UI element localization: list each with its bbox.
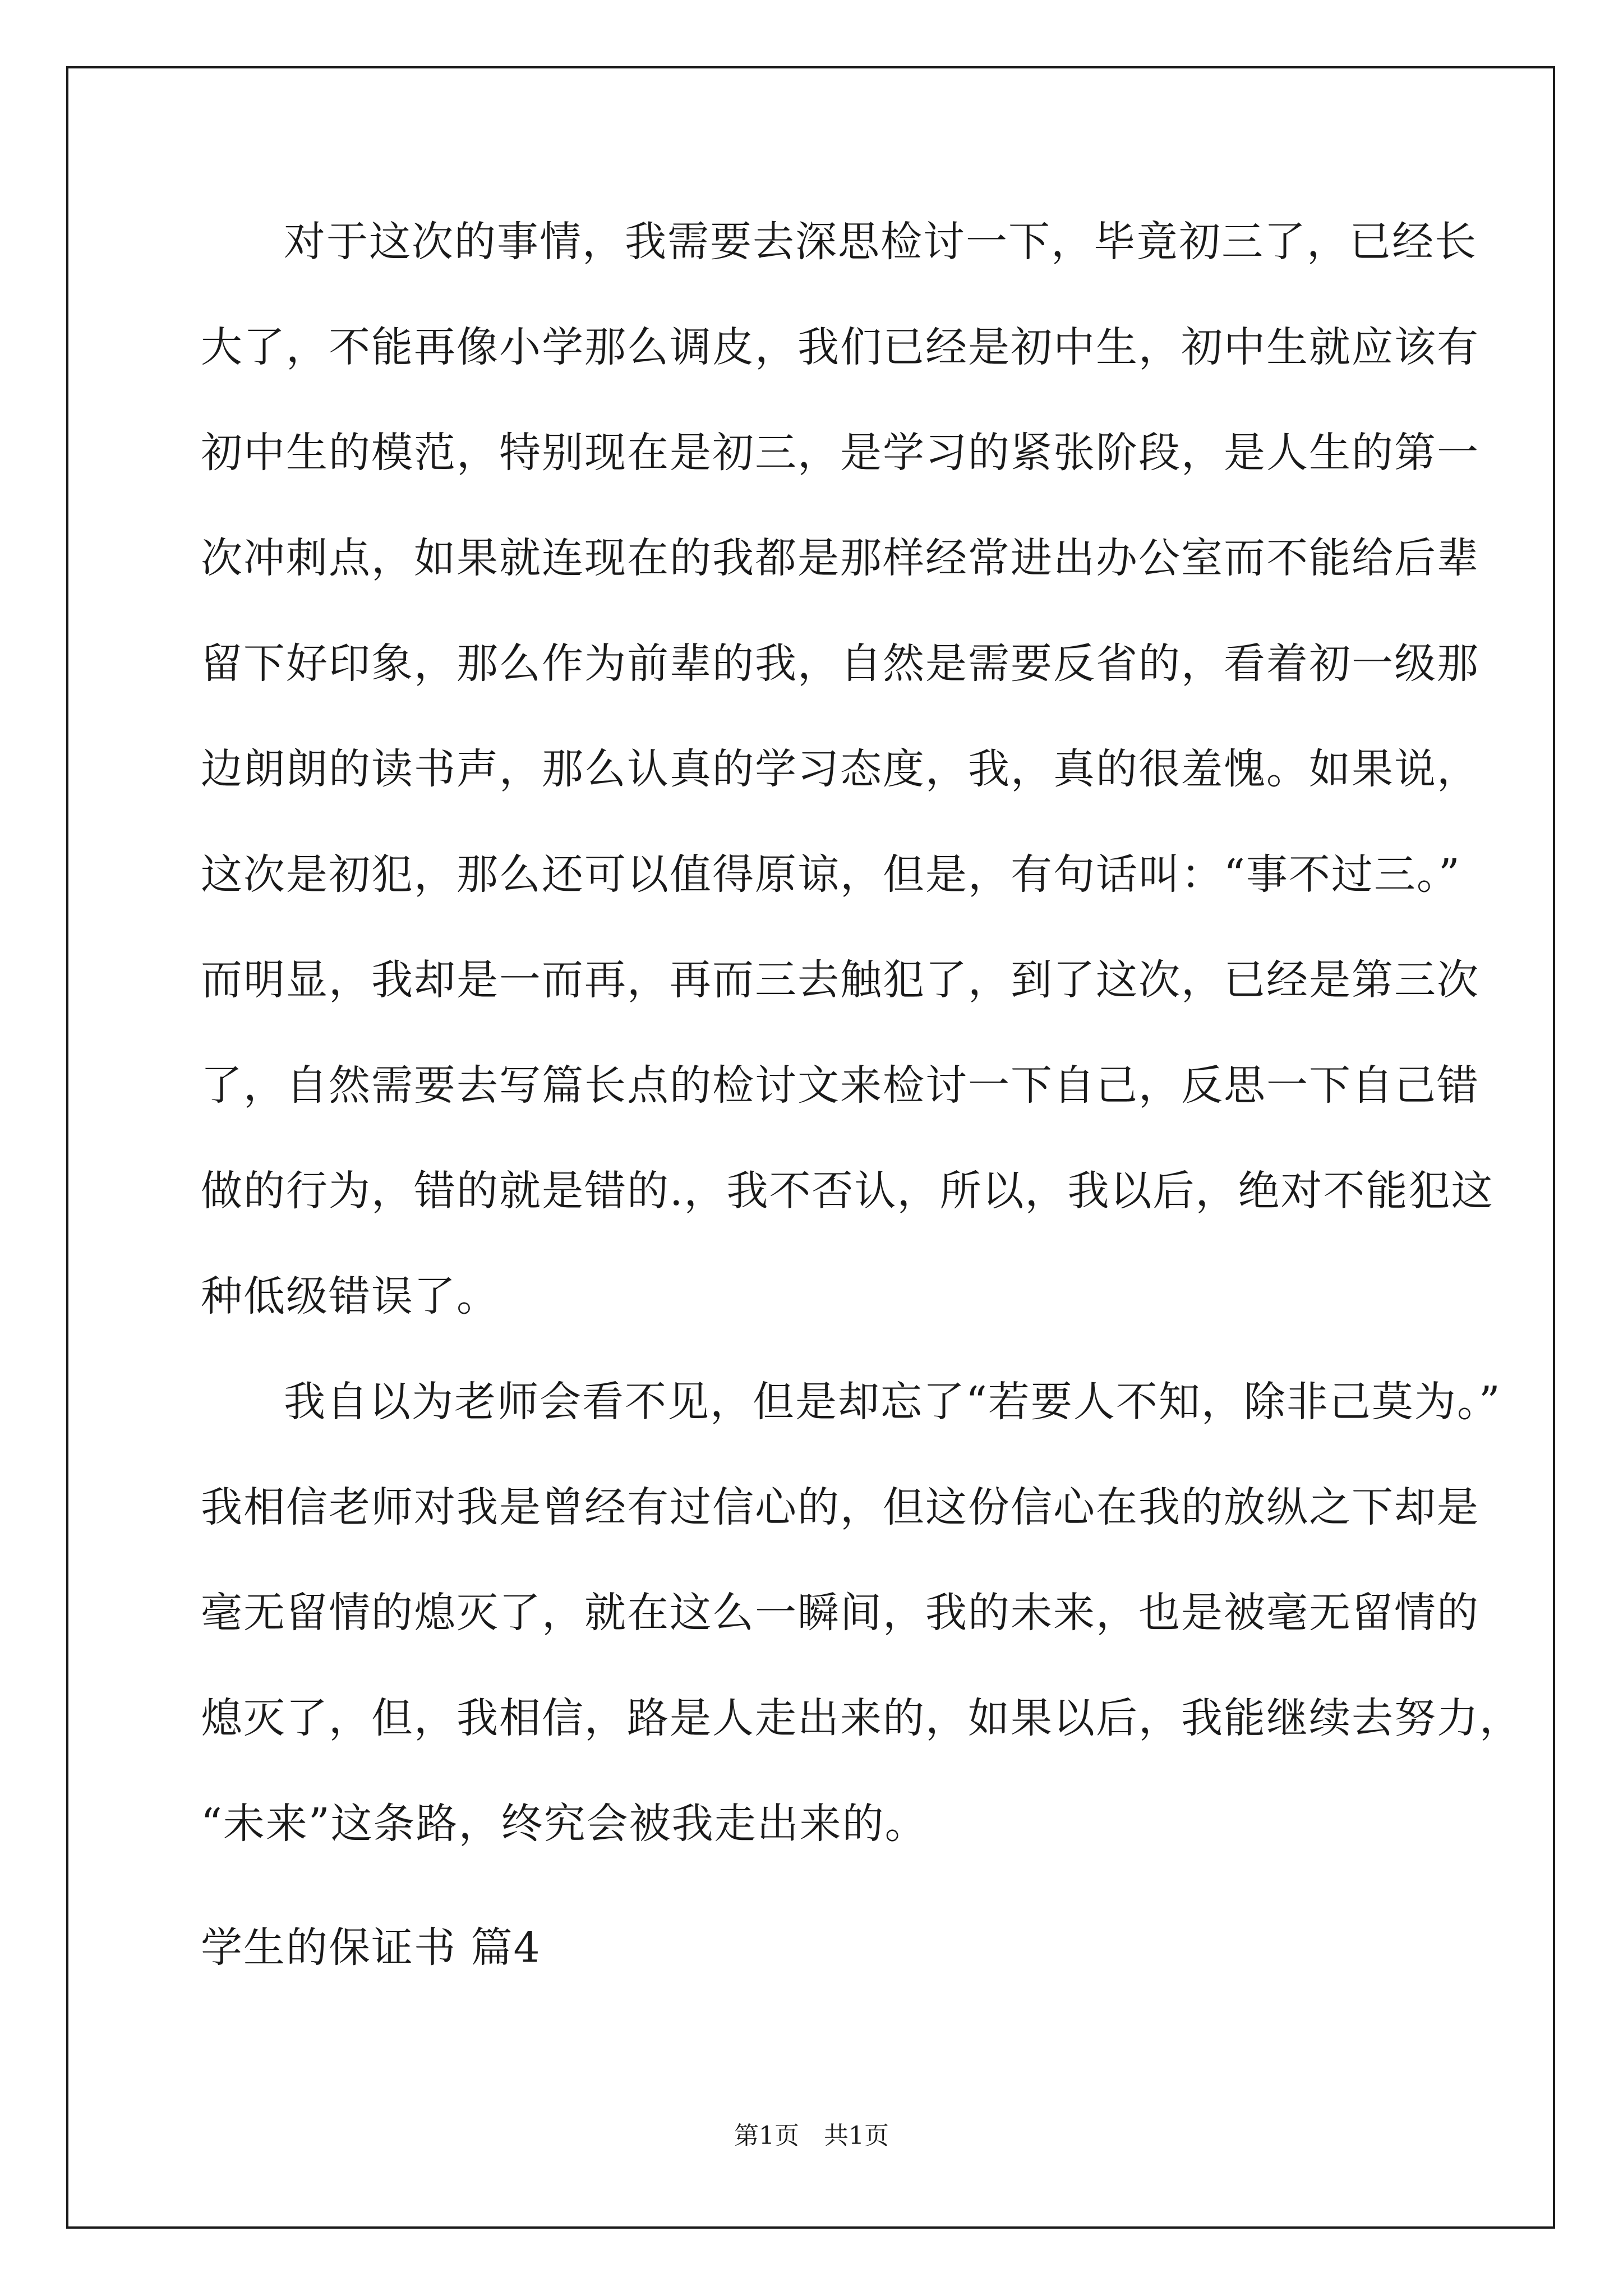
paragraph-2-line-3: 毫无留情的熄灭了，就在这么一瞬间，我的未来，也是被毫无留情的: [201, 1589, 1479, 1637]
paragraph-1-line-5: 留下好印象，那么作为前辈的我，自然是需要反省的，看着初一级那: [201, 639, 1479, 688]
paragraph-1-line-2: 大了，不能再像小学那么调皮，我们已经是初中生，初中生就应该有: [201, 323, 1479, 371]
paragraph-1-line-3: 初中生的模范，特别现在是初三，是学习的紧张阶段，是人生的第一: [201, 429, 1479, 477]
paragraph-1-line-6: 边朗朗的读书声，那么认真的学习态度，我，真的很羞愧。如果说，: [201, 745, 1479, 793]
paragraph-2-line-1: 我自以为老师会看不见，但是却忘了“若要人不知，除非己莫为。”: [284, 1378, 1501, 1426]
paragraph-2-line-5: “未来”这条路，终究会被我走出来的。: [201, 1800, 928, 1848]
paragraph-1-line-10: 做的行为，错的就是错的.，我不否认，所以，我以后，绝对不能犯这: [201, 1167, 1494, 1215]
paragraph-2-line-4: 熄灭了，但，我相信，路是人走出来的，如果以后，我能继续去努力，: [201, 1694, 1522, 1742]
section-heading: 学生的保证书 篇4: [201, 1924, 541, 1972]
paragraph-1-line-8: 而明显，我却是一而再，再而三去触犯了，到了这次，已经是第三次: [201, 956, 1479, 1004]
paragraph-1-line-1: 对于这次的事情，我需要去深思检讨一下，毕竟初三了，已经长: [284, 218, 1477, 266]
paragraph-1-line-11: 种低级错误了。: [201, 1272, 499, 1320]
paragraph-1-line-9: 了，自然需要去写篇长点的检讨文来检讨一下自己，反思一下自己错: [201, 1061, 1479, 1110]
paragraph-1-line-4: 次冲刺点，如果就连现在的我都是那样经常进出办公室而不能给后辈: [201, 534, 1479, 582]
page-footer: 第1页 共1页: [734, 2122, 889, 2150]
paragraph-2-line-2: 我相信老师对我是曾经有过信心的，但这份信心在我的放纵之下却是: [201, 1483, 1479, 1531]
document-body: [201, 209, 1522, 1896]
paragraph-1-line-7: 这次是初犯，那么还可以值得原谅，但是，有句话叫：“事不过三。”: [201, 850, 1461, 899]
